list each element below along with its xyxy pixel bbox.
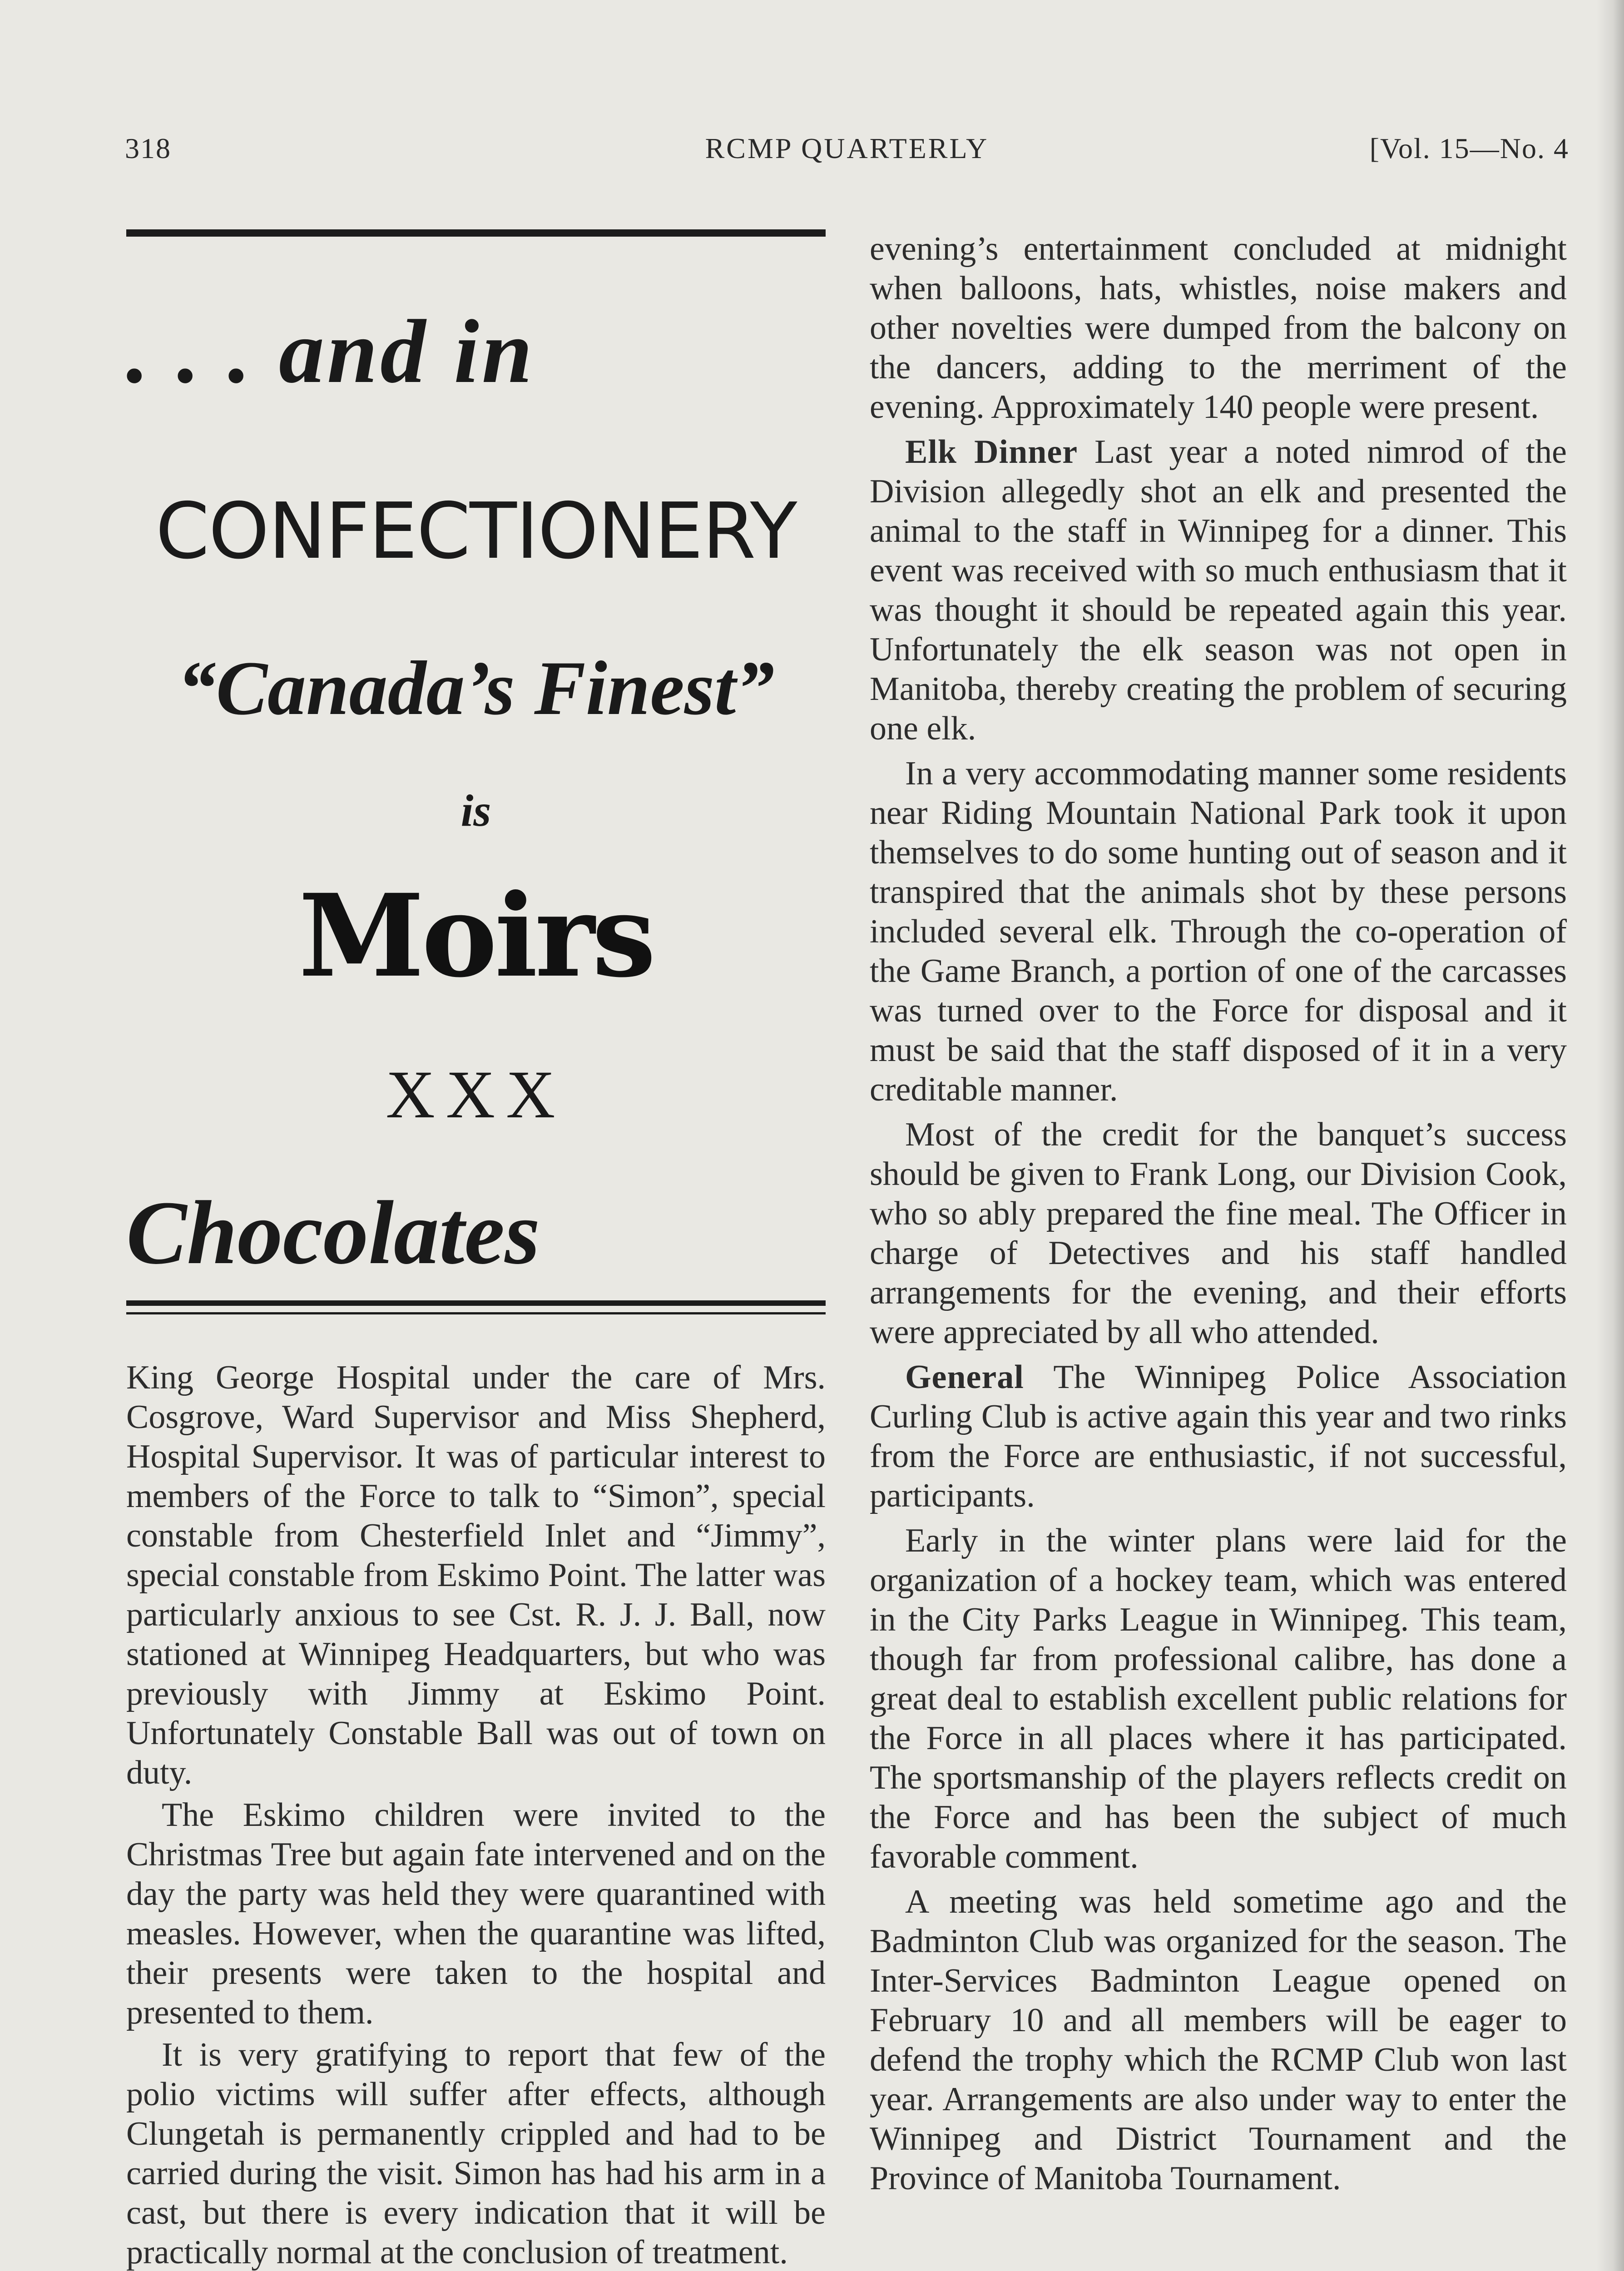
page-edge-shadow — [1597, 0, 1624, 2271]
left-column — [126, 1358, 826, 2271]
left-paragraph-christmas-tree: The Eskimo children were invited to the Christmas Tree but again fate intervened and on the day the party was held they were quarantined with measles. However, when the quarantine was lifted, their presents were taken to the hospital and presented to them. — [126, 1796, 826, 2031]
left-paragraph-polio: It is very gratifying to report that few of the polio victims will suffer after effects, although Clungetah is permanently crippled and had to be carried during the visit. Simon has had his arm in a cast, but there is every indication that it will be practically normal at the conclusion of treatment. — [126, 2036, 826, 2271]
general-text: The Winnipeg Police Association Curling Club is active again this year and two rinks from the Force are enthusiastic, if not successful, participants. — [870, 1359, 1567, 1514]
right-paragraph-elk-dinner — [870, 432, 1567, 749]
section-heading-elk-dinner: Elk Dinner — [905, 433, 1078, 471]
ad-line-and-in: . . . and in — [126, 302, 535, 402]
right-paragraph-general — [870, 1358, 1567, 1516]
page-header — [125, 132, 1569, 177]
ad-line-is: is — [460, 785, 491, 836]
section-heading-general: General — [905, 1359, 1024, 1396]
left-paragraph-hospital: King George Hospital under the care of Mrs. Cosgrove, Ward Supervisor and Miss Shepherd, Hospital Supervisor. It was of particular interest to members of the Force to talk to “Simon”, special constable from Chesterfield Inlet and “Jimmy”, special constable from Eskimo Point. The latter was particularly anxious to see Cst. R. J. J. Ball, now stationed at Winnipeg Headquarters, but who was previously with Jimmy at Eskimo Point. Unfortunately Constable Ball was out of town on duty. — [126, 1359, 826, 1791]
moirs-advertisement — [126, 229, 826, 1338]
page-number: 318 — [125, 132, 171, 164]
right-paragraph-evening: evening’s entertainment concluded at midnight when balloons, hats, whistles, noise makers and other novelties were dumped from the balcony on the dancers, adding to the merriment of the evening. Approximately 140 people were present. — [870, 230, 1567, 426]
journal-title: RCMP QUARTERLY — [705, 132, 989, 164]
right-paragraph-riding-mountain: In a very accommodating manner some residents near Riding Mountain National Park took it upon themselves to do some hunting out of season and it transpired that the animals shot by these persons included several elk. Through the co-operation of the Game Branch, a portion of one of the carcasses was turned over to the Force for disposal and it must be said that the staff disposed of it in a very creditable manner. — [870, 755, 1567, 1108]
ad-line-confectionery: CONFECTIONERY — [155, 486, 797, 576]
ad-top-rule — [126, 229, 826, 237]
elk-dinner-text: Last year a noted nimrod of the Division allegedly shot an elk and presented the animal to the staff in Winnipeg for a dinner. This event was received with so much enthusiasm that it was thought it should be repeated again this year. Unfortunately the elk season was not open in Manitoba, thereby creating the problem of securing one elk. — [870, 433, 1567, 747]
ad-line-chocolates: Chocolates — [126, 1183, 540, 1283]
right-paragraph-badminton: A meeting was held sometime ago and the Badminton Club was organized for the season. The Inter-Services Badminton League opened on February 10 and all members will be eager to defend the trophy which the RCMP Club won last year. Arrangements are also under way to enter the Winnipeg and District Tournament and the Province of Manitoba Tournament. — [870, 1883, 1567, 2197]
right-column — [870, 229, 1567, 2198]
right-paragraph-hockey: Early in the winter plans were laid for the organization of a hockey team, which was entered in the City Parks League in Winnipeg. This team, though far from professional calibre, has done a great deal to establish excellent public relations for the Force in all places where it has participated. The sportsmanship of the players reflects credit on the Force and has been the subject of much favorable comment. — [870, 1522, 1567, 1875]
volume-issue: [Vol. 15—No. 4 — [1369, 132, 1569, 164]
ad-bottom-rule — [126, 1300, 826, 1314]
ad-line-canadas-finest: “Canada’s Finest” — [177, 645, 775, 731]
ad-brand-logo: Moirs — [298, 869, 654, 1002]
ad-line-xxx: XXX — [386, 1057, 566, 1132]
right-paragraph-banquet-credit: Most of the credit for the banquet’s success should be given to Frank Long, our Division Cook, who so ably prepared the fine meal. The Officer in charge of Detectives and his staff handled arrangements for the evening, and their efforts were appreciated by all who attended. — [870, 1116, 1567, 1351]
